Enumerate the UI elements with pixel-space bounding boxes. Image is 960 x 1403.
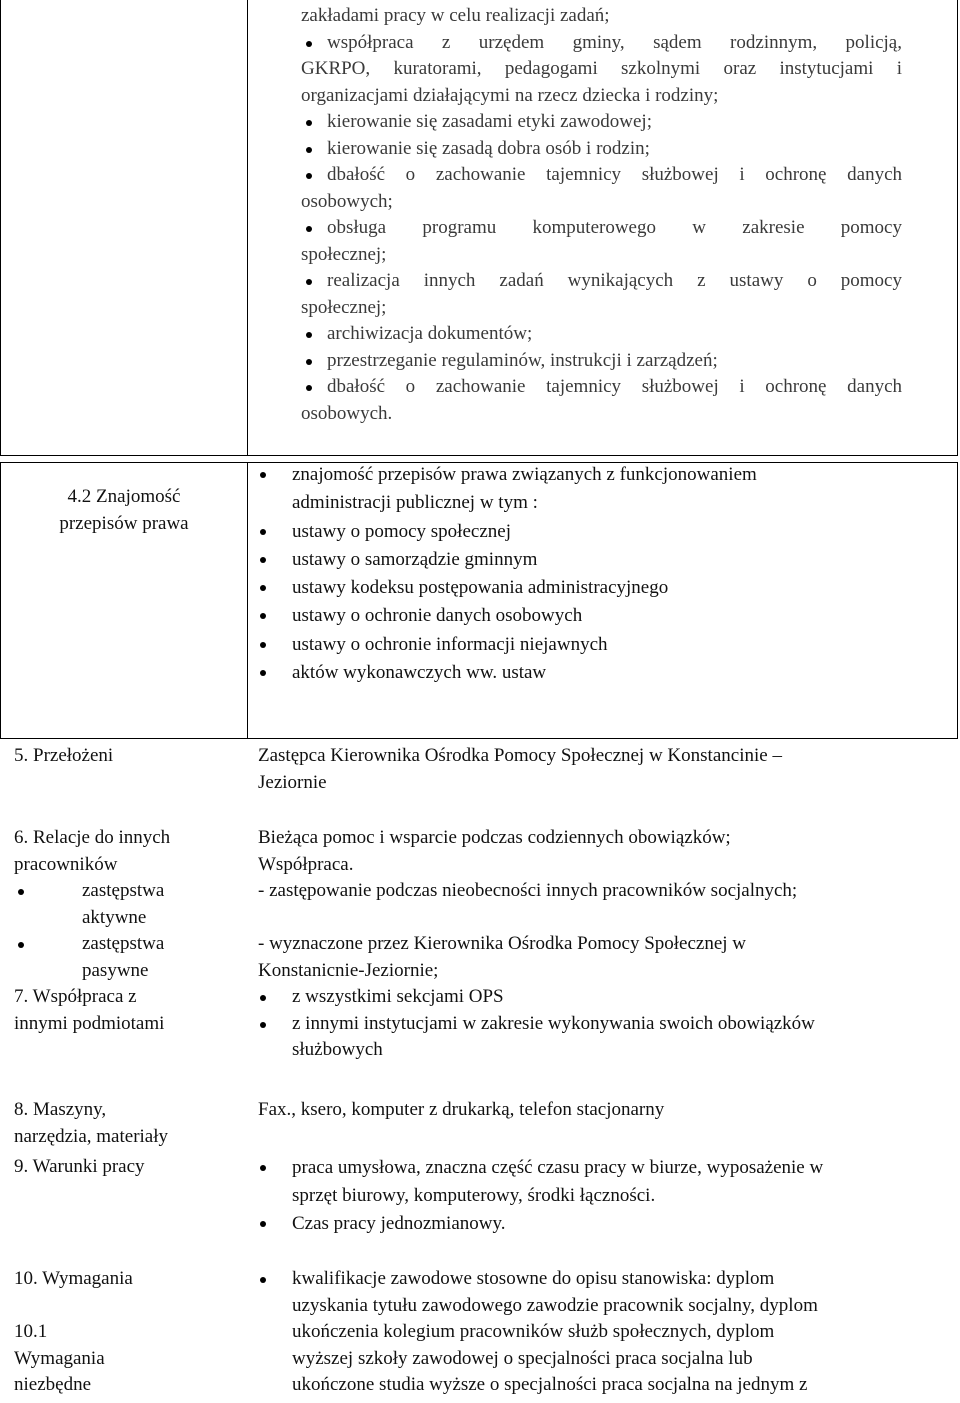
duty-continuation: organizacjami działającymi na rzecz dziecka i rodziny; [301, 84, 719, 106]
duty-bullet-item: kierowanie się zasadami etyki zawodowej; [301, 109, 902, 136]
section-10-label [14, 1266, 244, 1399]
section-label-line: narzędzia, materiały [14, 1125, 169, 1147]
section-5-content [258, 743, 938, 796]
section-6-7-label [14, 825, 244, 1037]
grid-line [0, 462, 1, 738]
duty-bullet-item: dbałość o zachowanie tajemnicy służbowej i ochronę danych [301, 162, 902, 189]
section-label-line: 6. Relacje do innych [14, 827, 171, 848]
requirement-item: kwalifikacje zawodowe stosowne do opisu stanowiska: dyplom [256, 1266, 946, 1293]
duty-bullet-item: dbałość o zachowanie tajemnicy służbowej i ochronę danych [301, 374, 902, 401]
requirement-continuation: wyższej szkoły zawodowej o specjalności praca socjalna lub [292, 1347, 753, 1369]
section-label-line: aktywne [82, 906, 147, 928]
section-8-label [14, 1097, 168, 1150]
relation-text-line: Bieżąca pomoc i wsparcie podczas codziennych obowiązków; [258, 827, 731, 848]
law-bullet-item: aktów wykonawczych ww. ustaw [256, 659, 946, 687]
section-label-line: 7. Współpraca z [14, 986, 137, 1007]
equipment-text: Fax., ksero, komputer z drukarką, telefon stacjonarny [258, 1099, 665, 1120]
section-10-content [256, 1266, 946, 1399]
duty-bullet-item: współpraca z urzędem gminy, sądem rodzinnym, policją, [301, 30, 902, 57]
relation-text-line: Konstanicnie-Jeziornie; [258, 959, 439, 981]
work-condition-item: praca umysłowa, znaczna część czasu pracy w biurze, wyposażenie w [256, 1154, 946, 1182]
work-conditions-label: 9. Warunki pracy [14, 1156, 145, 1177]
section-9-label [14, 1154, 145, 1181]
section-5-label [14, 743, 113, 770]
relation-text-line: - wyznaczone przez Kierownika Ośrodka Pomocy Społecznej w [258, 933, 747, 954]
relation-text-line: służbowych [292, 1039, 383, 1060]
section-label-line: 8. Maszyny, [14, 1099, 107, 1120]
grid-line [0, 0, 1, 455]
section-4-2-content [256, 461, 946, 687]
section-label-line: przepisów prawa [59, 512, 189, 534]
duties-list [301, 3, 902, 427]
duty-bullet-item: kierowanie się zasadą dobra osób i rodzin; [301, 136, 902, 163]
relation-type-item: zastępstwa [14, 878, 244, 905]
section-label-line: 10. Wymagania [14, 1268, 133, 1289]
section-label-line [14, 1293, 244, 1320]
superiors-line: Jeziornie [258, 771, 327, 793]
work-condition-item: Czas pracy jednozmianowy. [256, 1210, 946, 1238]
duty-continuation: osobowych; [301, 190, 393, 212]
section-4-2-label [8, 484, 240, 537]
duty-bullet-item: realizacja innych zadań wynikających z ustawy o pomocy [301, 268, 902, 295]
section-label-line: pracowników [14, 853, 118, 875]
section-label-line: Wymagania [14, 1347, 105, 1369]
requirement-continuation: uzyskania tytułu zawodowego zawodzie pracownik socjalny, dyplom [292, 1294, 818, 1316]
duty-continuation: zakładami pracy w celu realizacji zadań; [301, 5, 610, 26]
section-label-line: innymi podmiotami [14, 1012, 165, 1034]
law-bullet-item: ustawy o ochronie danych osobowych [256, 602, 946, 630]
cooperation-bullet-item: z wszystkimi sekcjami OPS [256, 984, 946, 1011]
requirement-continuation: ukończone studia wyższe o specjalności praca socjalna na jednym z [292, 1374, 808, 1395]
grid-line [0, 455, 958, 456]
duty-bullet-item: obsługa programu komputerowego w zakresie pomocy [301, 215, 902, 242]
grid-line [957, 462, 958, 738]
grid-line [957, 0, 958, 455]
law-bullet-item: ustawy o ochronie informacji niejawnych [256, 631, 946, 659]
relation-text-line: - zastępowanie podczas nieobecności innych pracowników socjalnych; [258, 880, 798, 901]
law-bullet-item: znajomość przepisów prawa związanych z funkcjonowaniem [256, 461, 946, 489]
duty-continuation: GKRPO, kuratorami, pedagogami szkolnymi oraz instytucjami i [301, 58, 902, 79]
law-continuation: administracji publicznej w tym : [292, 492, 538, 514]
section-label-line: 4.2 Znajomość [67, 486, 181, 507]
relation-type-item: zastępstwa [14, 931, 244, 958]
law-bullet-item: ustawy o pomocy społecznej [256, 518, 946, 546]
section-8-content [258, 1097, 938, 1124]
superiors-label: 5. Przełożeni [14, 745, 114, 766]
section-label-line: 10.1 [14, 1321, 48, 1342]
requirement-continuation: ukończenia kolegium pracowników służb społecznych, dyplom [292, 1321, 775, 1342]
cooperation-bullet-item: z innymi instytucjami w zakresie wykonywania swoich obowiązków [256, 1011, 946, 1038]
duty-continuation: społecznej; [301, 243, 387, 265]
duty-bullet-item: archiwizacja dokumentów; [301, 321, 902, 348]
relation-text-line: Współpraca. [258, 853, 354, 875]
duty-continuation: osobowych. [301, 402, 393, 424]
relation-text-line [256, 905, 946, 932]
grid-line [247, 0, 248, 455]
work-condition-continuation: sprzęt biurowy, komputerowy, środki łączności. [292, 1185, 656, 1206]
superiors-line: Zastępca Kierownika Ośrodka Pomocy Społecznej w Konstancinie – [258, 745, 782, 766]
section-label-line: niezbędne [14, 1374, 92, 1395]
section-6-7-content [256, 825, 946, 1064]
section-label-line: pasywne [82, 959, 149, 981]
grid-line [247, 462, 248, 738]
law-bullet-item: ustawy kodeksu postępowania administracyjnego [256, 574, 946, 602]
law-bullet-item: ustawy o samorządzie gminnym [256, 546, 946, 574]
grid-line [0, 738, 958, 739]
section-9-content [256, 1154, 946, 1238]
duty-continuation: społecznej; [301, 296, 387, 318]
duty-bullet-item: przestrzeganie regulaminów, instrukcji i zarządzeń; [301, 348, 902, 375]
